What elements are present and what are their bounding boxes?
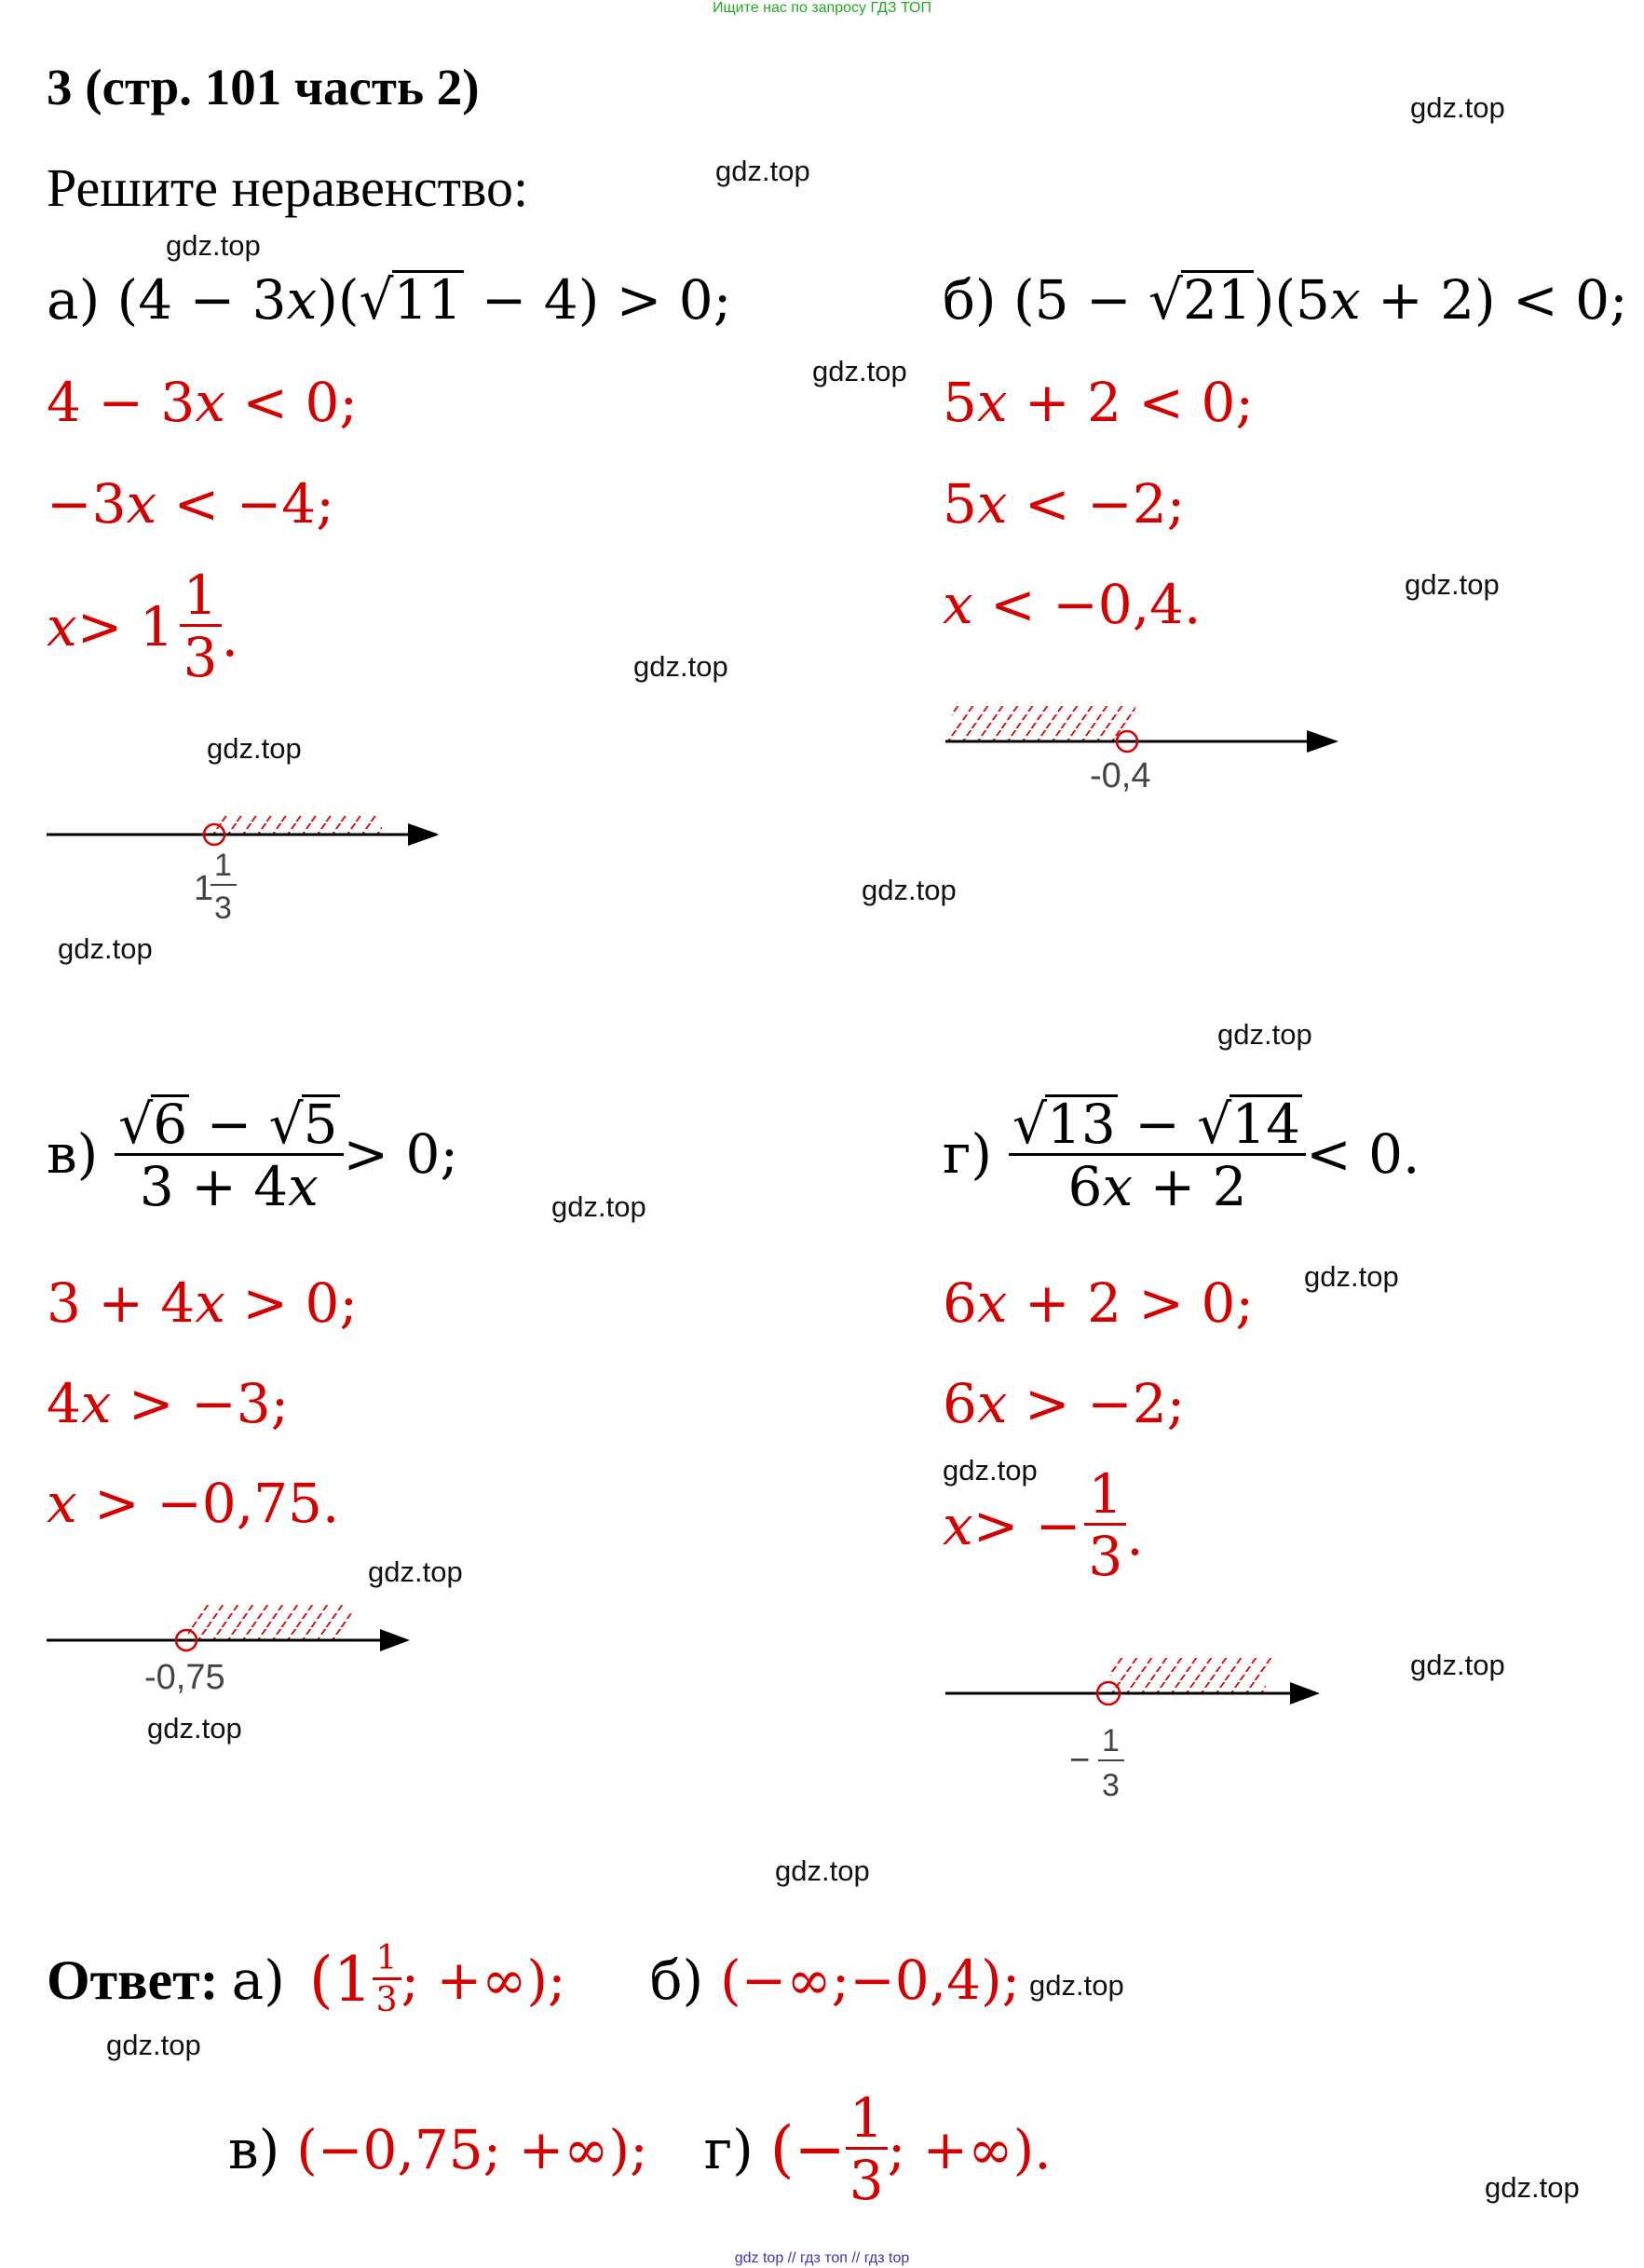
watermark: gdz.top [633, 650, 728, 683]
task-statement: Решите неравенство: [47, 157, 529, 218]
footer-link[interactable]: гдз top [863, 2250, 910, 2266]
watermark: gdz.top [166, 229, 261, 262]
part-b-step-3: x < −0,4. [943, 573, 1202, 636]
part-v-label: в) [47, 1122, 99, 1186]
svg-text:-0,4: -0,4 [1090, 756, 1151, 795]
number-line-g [936, 1641, 1337, 1818]
arrow-head [1307, 730, 1338, 753]
top-note: Ищите нас по запросу ГДЗ ТОП [713, 0, 931, 16]
part-g-problem: г) $\frac{√13 - √14}{6x + 2}$ < 0. [943, 1093, 1420, 1218]
watermark: gdz.top [58, 932, 153, 965]
watermark: gdz.top [368, 1555, 463, 1588]
watermark: gdz.top [715, 155, 810, 187]
part-g-result: x > − $\frac{1}{3}$ . [943, 1462, 1144, 1588]
answer-row-1: Ответ: а) (1 $\frac{1}{3}$ ; +∞); б) (−∞;−0,4); [47, 1939, 1021, 2019]
part-b-step-1: 5x + 2 < 0; [943, 371, 1254, 434]
svg-text:3: 3 [214, 890, 232, 926]
part-v-step-1: 3 + 4x > 0; [47, 1271, 358, 1335]
watermark: gdz.top [106, 2029, 201, 2061]
part-g-step-1: 6x + 2 > 0; [943, 1271, 1254, 1335]
watermark: gdz.top [862, 874, 957, 906]
hatched-region [945, 704, 1136, 741]
svg-text:1: 1 [1102, 1723, 1120, 1759]
watermark: gdz.top [1410, 91, 1505, 124]
part-g-label: г) [943, 1122, 993, 1186]
part-a-result: x > 1 $\frac{1}{3}$ . [47, 564, 238, 689]
number-line-b [936, 689, 1355, 801]
number-line-a [37, 782, 438, 950]
hatched-region [1106, 1656, 1273, 1693]
part-v-step-2: 4x > −3; [47, 1372, 290, 1435]
part-a-step-1: 4 − 3x < 0; [47, 371, 358, 434]
part-v-step-3: x > −0,75. [47, 1472, 340, 1535]
answer-b: (−∞;−0,4); [720, 1948, 1021, 2012]
svg-text:3: 3 [1102, 1768, 1120, 1803]
svg-text:1: 1 [214, 848, 232, 883]
watermark: gdz.top [1304, 1260, 1399, 1293]
hatched-region [186, 1603, 354, 1640]
svg-text:1: 1 [194, 869, 214, 908]
watermark: gdz.top [1029, 1969, 1124, 2002]
arrow-head [1290, 1682, 1320, 1704]
answer-v: (−0,75; +∞); [296, 2117, 648, 2181]
sqrt-sign: √ [359, 268, 394, 332]
watermark: gdz.top [775, 1854, 870, 1887]
hatched-region [211, 816, 382, 835]
footer-link[interactable]: гдз топ [800, 2250, 848, 2266]
footer-links: gdz top // гдз топ // гдз top [734, 2250, 910, 2266]
answer-a: (1 $\frac{1}{3}$ ; +∞); [308, 1939, 566, 2019]
svg-text:-0,75: -0,75 [144, 1658, 225, 1697]
part-a-step-2: −3x < −4; [47, 472, 334, 536]
watermark: gdz.top [1217, 1018, 1312, 1051]
watermark: gdz.top [1405, 568, 1500, 601]
svg-text:−: − [1069, 1741, 1091, 1780]
watermark: gdz.top [207, 732, 302, 765]
arrow-head [380, 1629, 410, 1651]
watermark: gdz.top [1485, 2171, 1580, 2204]
watermark: gdz.top [551, 1190, 646, 1223]
part-v-problem: в) $\frac{√6 - √5}{3 + 4x}$ > 0; [47, 1093, 458, 1218]
part-b-label: б) [943, 268, 997, 332]
answer-label: Ответ: [47, 1949, 219, 2011]
part-a-label: а) [47, 268, 101, 332]
part-b-step-2: 5x < −2; [943, 472, 1186, 536]
page-title: 3 (стр. 101 часть 2) [47, 59, 480, 115]
arrow-head [408, 823, 438, 846]
watermark: gdz.top [147, 1712, 242, 1745]
watermark: gdz.top [1410, 1649, 1505, 1681]
watermark: gdz.top [943, 1454, 1038, 1487]
number-line-v [37, 1588, 410, 1709]
part-b-problem: б) (5 − √21)(5x + 2) < 0; [943, 268, 1628, 332]
footer-link[interactable]: gdz top [734, 2250, 784, 2266]
answer-g: (− $\frac{1}{3}$ ; +∞). [769, 2086, 1052, 2212]
part-a-problem: а) (4 − 3x)(√11 − 4) > 0; [47, 268, 732, 332]
watermark: gdz.top [812, 355, 907, 387]
part-g-step-2: 6x > −2; [943, 1372, 1186, 1435]
answer-row-2: в) (−0,75; +∞); г) (− $\frac{1}{3}$ ; +∞). [228, 2086, 1052, 2212]
